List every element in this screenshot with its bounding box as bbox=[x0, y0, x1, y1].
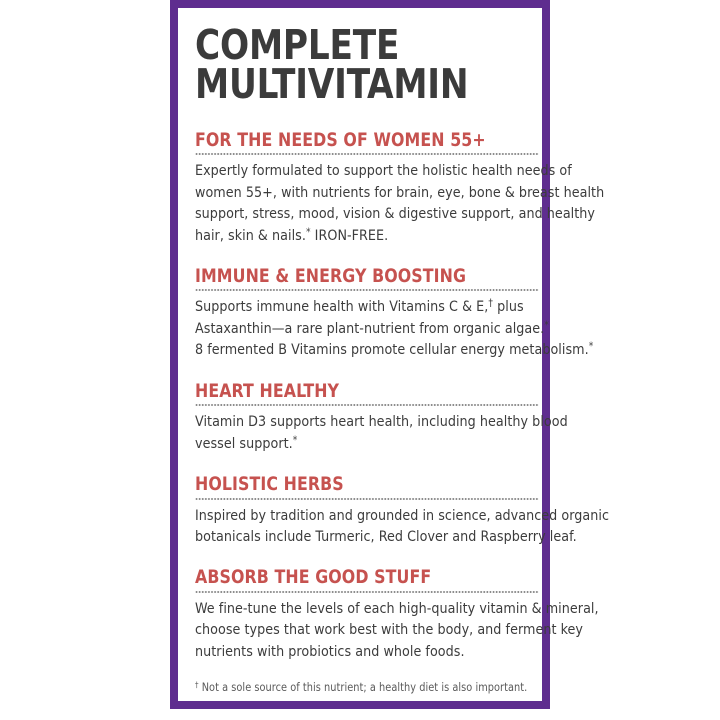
body-line: choose types that work best with the body, and ferment key bbox=[195, 621, 583, 639]
benefit-sections bbox=[195, 129, 610, 662]
section-heading: FOR THE NEEDS OF WOMEN 55+ bbox=[195, 129, 486, 151]
label-content bbox=[195, 0, 610, 701]
section-body bbox=[195, 505, 610, 548]
body-line: support, stress, mood, vision & digestive support, and healthy bbox=[195, 205, 596, 223]
section-absorb-good-stuff bbox=[195, 567, 599, 662]
body-line: We fine-tune the levels of each high-quality vitamin & mineral, bbox=[195, 599, 599, 617]
section-heading: IMMUNE & ENERGY BOOSTING bbox=[195, 266, 467, 288]
label-panel bbox=[170, 0, 610, 709]
section-divider bbox=[195, 498, 539, 500]
body-line: nutrients with probiotics and whole foods. bbox=[195, 642, 465, 660]
section-divider bbox=[195, 289, 539, 291]
section-womens-needs bbox=[195, 129, 605, 246]
section-body bbox=[195, 160, 605, 246]
section-body bbox=[195, 296, 594, 360]
body-line: Inspired by tradition and grounded in science, advanced organic bbox=[195, 506, 610, 524]
section-heading: ABSORB THE GOOD STUFF bbox=[195, 567, 432, 589]
body-line: vessel support.* bbox=[195, 434, 298, 452]
section-body bbox=[195, 598, 599, 662]
section-divider bbox=[195, 591, 539, 593]
section-divider bbox=[195, 153, 539, 155]
body-line: Astaxanthin—a rare plant-nutrient from organic algae.* bbox=[195, 319, 549, 337]
section-immune-energy bbox=[195, 266, 594, 361]
section-holistic-herbs bbox=[195, 474, 610, 547]
product-title-line-1: COMPLETE bbox=[195, 21, 400, 69]
product-title-line-2: MULTIVITAMIN bbox=[195, 59, 469, 108]
body-line: Expertly formulated to support the holistic health needs of bbox=[195, 162, 572, 180]
footnote: † Not a sole source of this nutrient; a healthy diet is also important. bbox=[195, 680, 528, 695]
section-heading: HEART HEALTHY bbox=[195, 380, 340, 402]
body-line: Supports immune health with Vitamins C & E,† plus bbox=[195, 298, 524, 316]
body-line: women 55+, with nutrients for brain, eye, bone & breast health bbox=[195, 183, 605, 201]
body-line: hair, skin & nails.* IRON-FREE. bbox=[195, 226, 389, 244]
body-line: Vitamin D3 supports heart health, including healthy blood bbox=[195, 413, 568, 431]
section-body bbox=[195, 411, 568, 454]
body-line: botanicals include Turmeric, Red Clover and Raspberry leaf. bbox=[195, 527, 577, 545]
section-divider bbox=[195, 404, 539, 406]
section-heading: HOLISTIC HERBS bbox=[195, 474, 344, 496]
section-heart-healthy bbox=[195, 380, 568, 454]
page-title bbox=[195, 0, 515, 108]
body-line: 8 fermented B Vitamins promote cellular energy metabolism.* bbox=[195, 340, 594, 359]
